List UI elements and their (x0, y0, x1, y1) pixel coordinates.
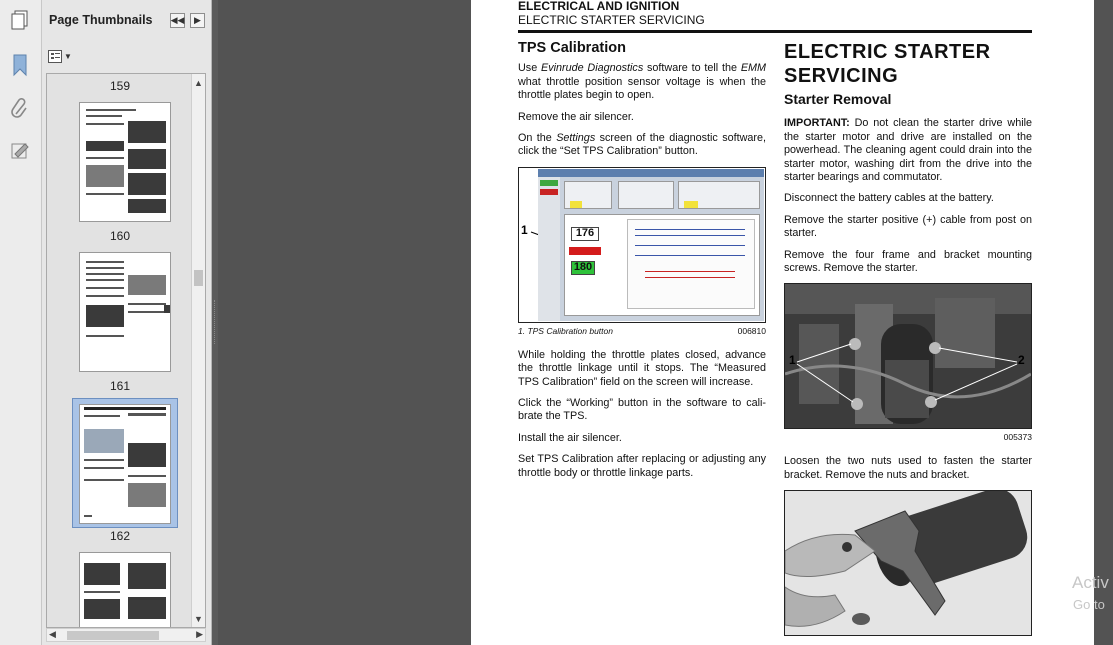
left-column (518, 42, 766, 488)
step-remove-silencer: Remove the air silencer. (518, 110, 634, 123)
panel-header (42, 0, 212, 42)
thumbnail-horizontal-scrollbar[interactable] (46, 628, 206, 642)
scroll-up-icon[interactable]: ▲ (194, 77, 203, 88)
step-remove-screws: Remove the four frame and bracket mounting screws. Remove the starter. (784, 248, 1032, 275)
tps-value-box: 176 (571, 227, 599, 241)
thumbnail-options-button[interactable] (48, 48, 74, 64)
panel-pages-icon[interactable] (6, 6, 34, 34)
step-click-working: Click the “Working” button in the software to cali-brate the TPS. (518, 397, 766, 423)
step-loosen-nuts: Loosen the two nuts used to fasten the starter bracket. Remove the nuts and bracket. (784, 455, 1032, 481)
page-thumbnail-162[interactable] (79, 552, 171, 628)
right-column (784, 40, 1032, 636)
thumbnail-list[interactable] (46, 73, 206, 628)
running-head-section: ELECTRICAL AND IGNITION (518, 0, 680, 13)
measured-tps-box: 180 (571, 261, 595, 275)
page-thumbnail-160[interactable] (79, 252, 171, 372)
running-header (518, 0, 1032, 27)
step-disconnect-battery: Disconnect the battery cables at the battery. (784, 192, 994, 205)
scroll-right-icon[interactable]: ▶ (196, 629, 203, 639)
running-head-topic: ELECTRIC STARTER SERVICING (518, 12, 705, 27)
page-thumbnails-panel (42, 0, 212, 645)
starter-bracket-photo (784, 490, 1032, 636)
thumbnail-page-number: 162 (109, 529, 131, 543)
thumbnail-vertical-scrollbar[interactable] (191, 74, 205, 627)
figure-code: 005373 (1003, 432, 1032, 443)
thumbnail-page-number: 159 (109, 79, 131, 93)
collapse-panel-button[interactable]: ◀◀ (170, 13, 185, 28)
splitter-grip[interactable] (214, 300, 216, 344)
expand-panel-button[interactable]: ▶ (190, 13, 205, 28)
bookmark-icon[interactable] (6, 51, 34, 79)
paperclip-icon[interactable] (6, 94, 34, 122)
step-install-silencer: Install the air silencer. (518, 431, 622, 444)
diagnostic-software-screenshot (538, 169, 764, 321)
section-title-line1: ELECTRIC STARTER (784, 41, 991, 63)
step-advance-linkage: While holding the throttle plates closed, advance the throttle linkage until it stops. The “Measured TPS Calibration” field on the screen will increase. (518, 348, 766, 388)
chevron-down-icon: ▼ (64, 51, 72, 61)
figure-caption (784, 431, 1032, 445)
starter-removal-heading: Starter Removal (784, 91, 892, 107)
engine-photo-illustration (785, 284, 1031, 428)
page-thumbnail-161[interactable] (79, 404, 171, 524)
thumbnail-page-number: 160 (109, 229, 131, 243)
section-title-line2: SERVICING (784, 65, 899, 87)
list-options-icon (48, 50, 62, 63)
tps-calibration-heading: TPS Calibration (518, 40, 626, 56)
bracket-photo-illustration (785, 491, 1031, 636)
tps-calibration-figure (518, 167, 766, 323)
horizontal-scroll-thumb[interactable] (67, 631, 159, 640)
callout-2: 2 (1018, 353, 1025, 368)
intro-paragraph: Use Evinrude Diagnostics software to tell the EMM what throttle position sensor voltage is when the throttle plates begin to open. (518, 62, 767, 102)
callout-1: 1 (789, 353, 796, 368)
vertical-scroll-thumb[interactable] (194, 270, 203, 286)
figure-caption (518, 325, 766, 339)
step-settings-screen: On the Settings screen of the diagnostic software, click the “Set TPS Calibration” button. (518, 132, 767, 158)
header-rule (518, 30, 1032, 33)
set-tps-calibration-button (569, 247, 601, 255)
caption-text: 1. TPS Calibration button (518, 325, 613, 336)
step-set-calibration: Set TPS Calibration after replacing or adjusting any throttle body or throttle linkage parts. (518, 453, 766, 479)
page-thumbnail-159[interactable] (79, 102, 171, 222)
signature-icon[interactable] (6, 137, 34, 165)
document-page (471, 0, 1094, 645)
scroll-down-icon[interactable]: ▼ (194, 613, 203, 624)
scroll-left-icon[interactable]: ◀ (49, 629, 56, 639)
panel-title: Page Thumbnails (49, 13, 153, 27)
figure-code: 006810 (737, 325, 766, 336)
step-remove-cable: Remove the starter positive (+) cable from post on starter. (784, 213, 1032, 240)
activation-watermark: Activ (1072, 573, 1109, 592)
callout-number: 1 (521, 222, 528, 237)
navigation-tool-rail (0, 0, 42, 645)
starter-mounting-photo (784, 283, 1032, 429)
activation-watermark-subtext: Go to (1073, 597, 1105, 612)
thumbnail-page-number: 161 (109, 379, 131, 393)
important-note: IMPORTANT: Do not clean the starter drive while the starter motor and drive are installed on the powerhead. The cleaning agent could drain into the starter motor, washing dirt from the drive into the starter bearings and commutator. (784, 117, 1032, 184)
